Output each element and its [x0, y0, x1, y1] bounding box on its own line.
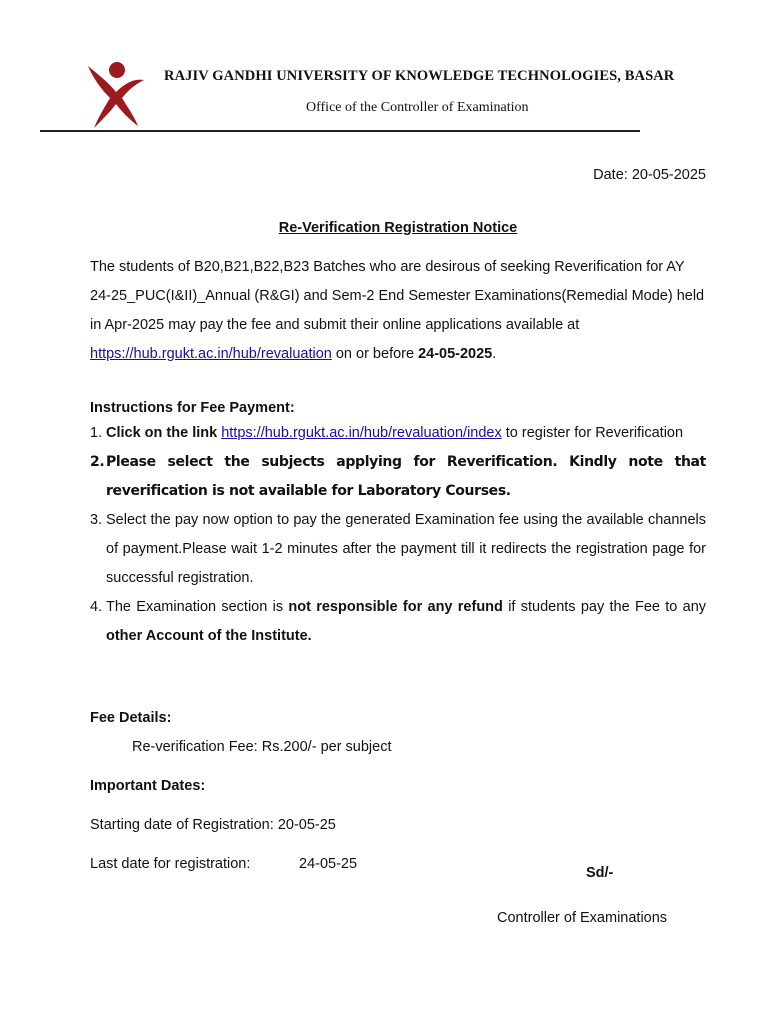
last-date-row — [90, 856, 357, 872]
instruction-text: Please select the subjects applying for Reverification. Kindly note that reverification is not available for Laboratory Courses. — [106, 454, 706, 499]
start-date-value: 20-05-25 — [277, 817, 336, 833]
intro-text: The students of B20,B21,B22,B23 Batches who are desirous of seeking Reverification for AY 24-25_PUC(I&II)_Annual (R&GI) and Sem-2 End Semester Examinations(Remedial Mode) held in Apr-2025 may pay the fee and submit their online applications available at — [90, 259, 705, 333]
intro-text-after: on or before — [331, 346, 419, 362]
instruction-number: 3. — [90, 512, 103, 528]
instruction-item-3 — [90, 506, 706, 593]
instructions-heading: Instructions for Fee Payment: — [90, 400, 295, 416]
last-date-value: 24-05-25 — [299, 856, 358, 872]
start-date-row — [90, 817, 336, 833]
instruction-item-2 — [90, 448, 706, 506]
instruction-item-4 — [90, 593, 706, 651]
instruction-item-1 — [90, 419, 706, 448]
university-name: RAJIV GANDHI UNIVERSITY OF KNOWLEDGE TECHNOLOGIES, BASAR — [164, 68, 675, 84]
instruction-text: The Examination section is — [106, 599, 289, 615]
deadline-date: 24-05-2025 — [418, 346, 493, 362]
intro-end: . — [492, 346, 497, 362]
instruction-text: to register for Reverification — [501, 425, 684, 441]
instruction-end: . — [307, 628, 312, 644]
signature-mark: Sd/- — [586, 865, 614, 881]
instruction-text: Select the pay now option to pay the generated Examination fee using the available channels of payment.Please wait 1-2 minutes after the payment till it redirects the registration page for successful registration. — [106, 512, 706, 586]
instruction-text: if students pay the Fee to any — [502, 599, 707, 615]
person-figure-logo — [86, 58, 146, 128]
instructions-list — [90, 419, 706, 651]
revaluation-link[interactable]: https://hub.rgukt.ac.in/hub/revaluation — [90, 346, 332, 362]
fee-heading: Fee Details: — [90, 710, 172, 726]
dates-heading: Important Dates: — [90, 778, 206, 794]
notice-title: Re-Verification Registration Notice — [278, 220, 518, 236]
intro-paragraph — [90, 253, 706, 369]
signatory-title: Controller of Examinations — [497, 910, 668, 926]
header-divider — [40, 130, 640, 132]
instruction-number: 1. — [90, 425, 103, 441]
instruction-number: 2. — [90, 454, 105, 470]
last-date-label: Last date for registration: — [90, 856, 251, 872]
instruction-lead: Click on the link — [106, 425, 218, 441]
revaluation-index-link[interactable]: https://hub.rgukt.ac.in/hub/revaluation/index — [221, 425, 502, 441]
office-name: Office of the Controller of Examination — [306, 100, 529, 115]
instruction-bold: other Account of the Institute — [106, 628, 308, 644]
notice-date: Date: 20-05-2025 — [593, 167, 706, 183]
instruction-bold: not responsible for any refund — [288, 599, 503, 615]
fee-line: Re-verification Fee: Rs.200/- per subject — [132, 739, 392, 755]
instruction-number: 4. — [90, 599, 103, 615]
start-date-label: Starting date of Registration: — [90, 817, 274, 833]
